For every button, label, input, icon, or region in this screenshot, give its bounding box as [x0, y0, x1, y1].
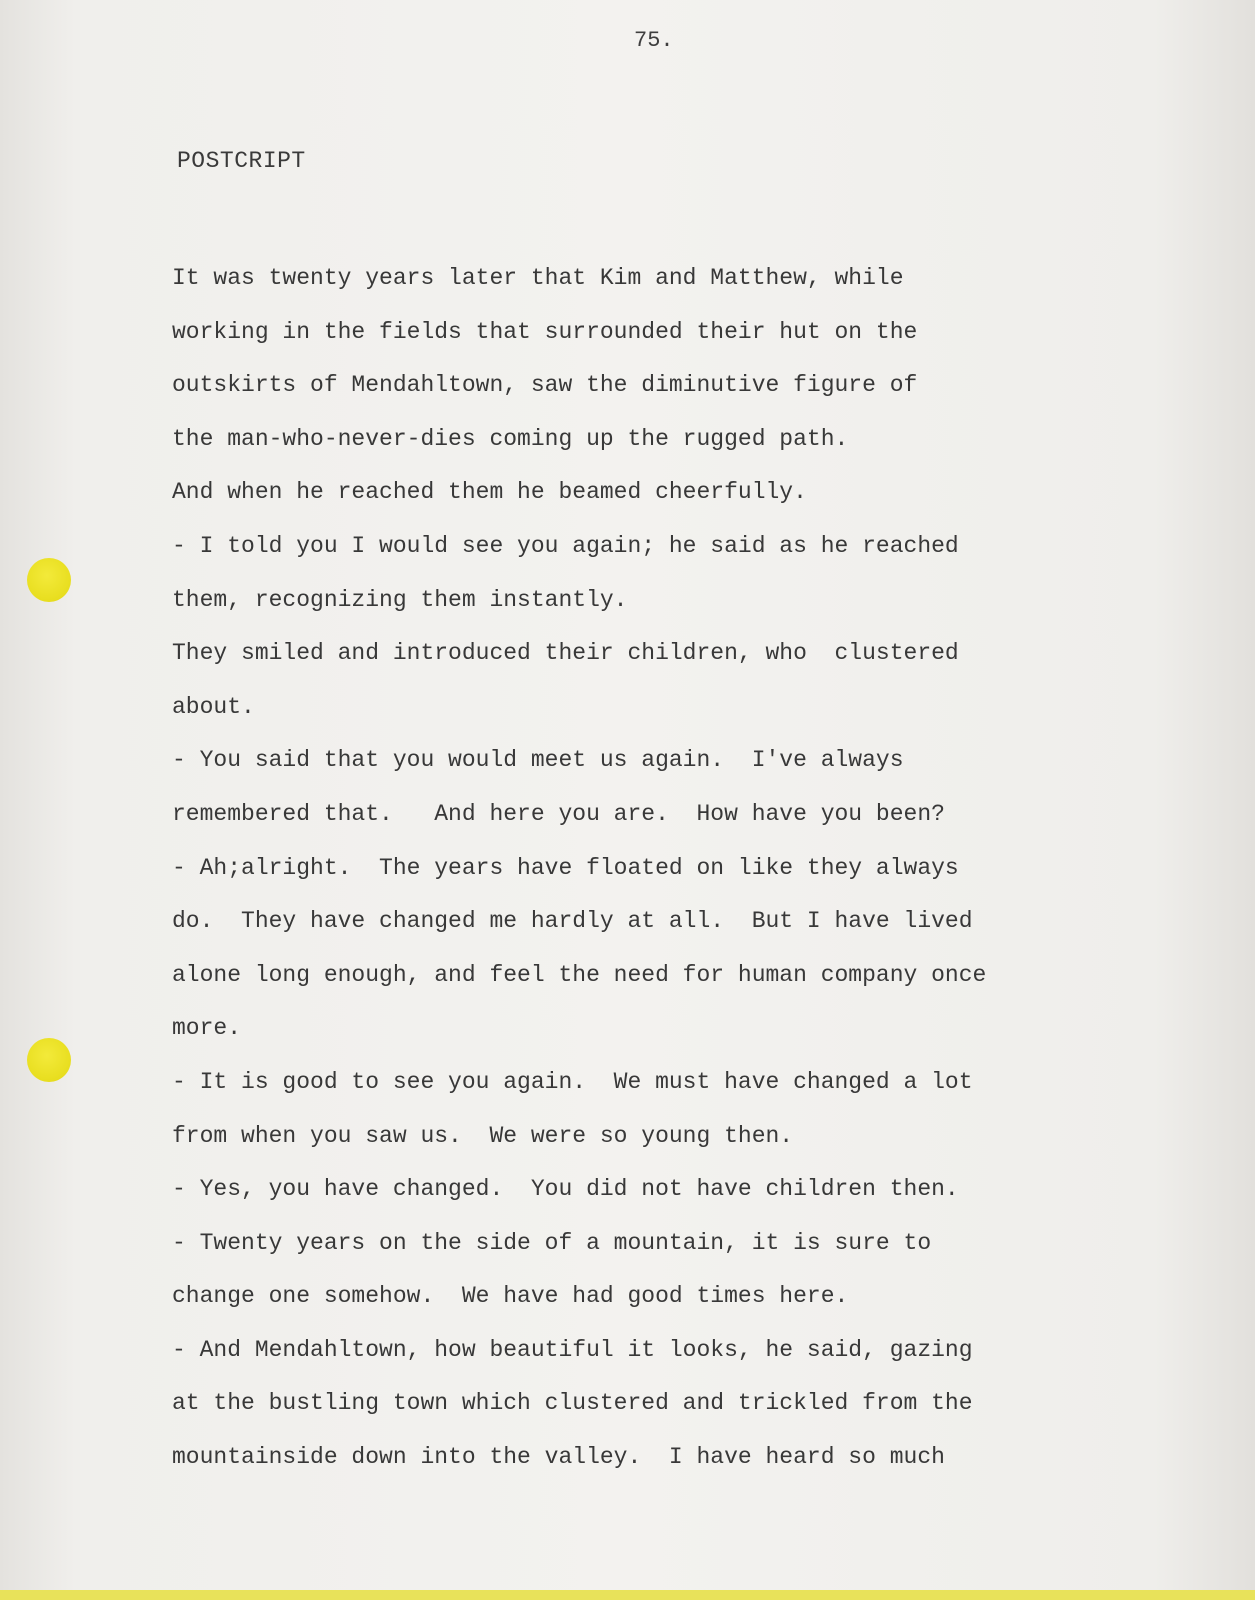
text-line: - And Mendahltown, how beautiful it looks, he said, gazing: [172, 1336, 973, 1363]
text-line: change one somehow. We have had good times here.: [172, 1283, 849, 1310]
text-line: at the bustling town which clustered and trickled from the: [172, 1390, 973, 1417]
text-line: And when he reached them he beamed cheerfully.: [172, 479, 807, 506]
text-line: remembered that. And here you are. How have you been?: [172, 800, 945, 827]
text-line: It was twenty years later that Kim and Matthew, while: [172, 265, 904, 291]
text-line: They smiled and introduced their children, who clustered: [172, 640, 959, 667]
body-text: [172, 252, 1172, 1485]
text-line: from when you saw us. We were so young then.: [172, 1122, 794, 1149]
text-line: - Yes, you have changed. You did not have children then.: [172, 1176, 959, 1203]
binder-hole-reinforcement: [27, 1038, 71, 1082]
text-line: mountainside down into the valley. I have heard so much: [172, 1444, 945, 1471]
text-line: them, recognizing them instantly.: [172, 586, 628, 613]
section-heading: POSTCRIPT: [177, 148, 306, 174]
page-number: 75.: [634, 28, 674, 53]
text-line: alone long enough, and feel the need for human company once: [172, 961, 987, 988]
text-line: do. They have changed me hardly at all. But I have lived: [172, 908, 973, 935]
yellow-page-edge: [0, 1590, 1255, 1600]
text-line: - Ah;alright. The years have floated on like they always: [172, 854, 959, 881]
text-line: - You said that you would meet us again. I've always: [172, 747, 904, 774]
text-line: the man-who-never-dies coming up the rugged path.: [172, 425, 849, 452]
text-line: - It is good to see you again. We must have changed a lot: [172, 1068, 973, 1095]
text-line: about.: [172, 693, 255, 720]
text-line: - I told you I would see you again; he said as he reached: [172, 532, 959, 559]
text-line: - Twenty years on the side of a mountain, it is sure to: [172, 1229, 932, 1256]
text-line: working in the fields that surrounded their hut on the: [172, 318, 918, 345]
binder-hole-reinforcement: [27, 558, 71, 602]
text-line: more.: [172, 1015, 242, 1042]
text-line: outskirts of Mendahltown, saw the diminutive figure of: [172, 372, 918, 399]
